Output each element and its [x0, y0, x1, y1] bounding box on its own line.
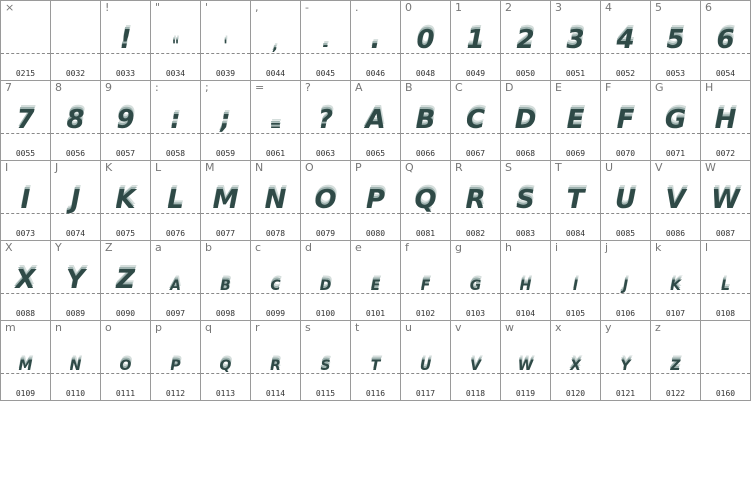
- glyph-sample: M: [18, 358, 33, 374]
- glyph-label: H: [705, 81, 714, 94]
- glyph-code: 0099: [265, 309, 286, 318]
- glyph-label: J: [55, 161, 59, 174]
- glyph-label: ;: [205, 81, 209, 94]
- glyph-sample: V: [470, 358, 481, 374]
- glyph-cell[interactable]: [650, 240, 701, 321]
- glyph-label: G: [655, 81, 664, 94]
- glyph-sample: P: [365, 185, 386, 215]
- glyph-code: 0106: [615, 309, 636, 318]
- glyph-cell[interactable]: [0, 160, 51, 241]
- glyph-cell[interactable]: [50, 320, 101, 401]
- glyph-sample: 0: [416, 25, 435, 55]
- glyph-label: A: [355, 81, 363, 94]
- glyph-cell[interactable]: [150, 320, 201, 401]
- glyph-cell[interactable]: [600, 240, 651, 321]
- glyph-cell[interactable]: [550, 160, 601, 241]
- glyph-cell[interactable]: [500, 160, 551, 241]
- glyph-code: 0052: [615, 69, 636, 78]
- glyph-label: u: [405, 321, 412, 334]
- glyph-label: s: [305, 321, 311, 334]
- glyph-code: 0084: [565, 229, 586, 238]
- glyph-label: S: [505, 161, 512, 174]
- glyph-code: 0103: [465, 309, 486, 318]
- glyph-label: !: [105, 1, 110, 14]
- glyph-sample: 6: [716, 25, 735, 55]
- glyph-label: r: [255, 321, 260, 334]
- glyph-cell[interactable]: [350, 80, 401, 161]
- glyph-cell[interactable]: [200, 0, 251, 81]
- glyph-code: 0102: [415, 309, 436, 318]
- glyph-label: y: [605, 321, 612, 334]
- glyph-code: 0061: [265, 149, 286, 158]
- glyph-sample: E: [370, 278, 381, 294]
- glyph-label: C: [455, 81, 463, 94]
- glyph-cell[interactable]: [200, 320, 251, 401]
- glyph-code: 0068: [515, 149, 536, 158]
- glyph-cell[interactable]: [700, 80, 751, 161]
- glyph-sample: A: [170, 278, 181, 294]
- glyph-cell[interactable]: [550, 240, 601, 321]
- baseline-guide: [1, 53, 50, 54]
- glyph-sample: K: [670, 278, 681, 294]
- glyph-sample: W: [711, 185, 740, 215]
- glyph-sample: Q: [414, 185, 437, 215]
- glyph-cell[interactable]: [350, 0, 401, 81]
- glyph-sample: Y: [620, 358, 631, 374]
- glyph-code: 0100: [315, 309, 336, 318]
- glyph-code: 0115: [315, 389, 336, 398]
- glyph-label: R: [455, 161, 463, 174]
- glyph-sample: 2: [516, 25, 535, 55]
- glyph-label: 6: [705, 1, 712, 14]
- glyph-cell[interactable]: [150, 0, 201, 81]
- glyph-sample: J: [70, 185, 81, 215]
- glyph-code: 0046: [365, 69, 386, 78]
- glyph-code: 0080: [365, 229, 386, 238]
- glyph-code: 0121: [615, 389, 636, 398]
- glyph-cell[interactable]: [700, 160, 751, 241]
- glyph-code: 0069: [565, 149, 586, 158]
- glyph-cell[interactable]: [450, 320, 501, 401]
- glyph-cell[interactable]: [500, 80, 551, 161]
- glyph-sample: U: [614, 185, 637, 215]
- glyph-sample: Y: [66, 265, 85, 295]
- glyph-label: k: [655, 241, 662, 254]
- glyph-sample: 9: [116, 105, 135, 135]
- glyph-cell[interactable]: [350, 320, 401, 401]
- glyph-code: 0032: [65, 69, 86, 78]
- glyph-label: h: [505, 241, 512, 254]
- glyph-sample: N: [264, 185, 287, 215]
- glyph-label: j: [605, 241, 609, 254]
- glyph-code: 0059: [215, 149, 236, 158]
- glyph-label: V: [655, 161, 663, 174]
- glyph-code: 0049: [465, 69, 486, 78]
- glyph-label: Y: [55, 241, 62, 254]
- glyph-cell[interactable]: [450, 0, 501, 81]
- glyph-cell[interactable]: [0, 0, 51, 81]
- glyph-sample: D: [514, 105, 537, 135]
- glyph-code: 0086: [665, 229, 686, 238]
- glyph-cell[interactable]: [600, 0, 651, 81]
- glyph-cell[interactable]: [300, 160, 351, 241]
- glyph-code: 0076: [165, 229, 186, 238]
- glyph-label: c: [255, 241, 262, 254]
- glyph-label: 3: [555, 1, 562, 14]
- glyph-code: 0215: [15, 69, 36, 78]
- glyph-code: 0050: [515, 69, 536, 78]
- glyph-code: 0034: [165, 69, 186, 78]
- glyph-cell[interactable]: [200, 160, 251, 241]
- glyph-sample: ,: [272, 38, 279, 54]
- glyph-sample: X: [570, 358, 581, 374]
- glyph-label: o: [105, 321, 112, 334]
- glyph-cell[interactable]: [200, 240, 251, 321]
- glyph-sample: X: [15, 265, 36, 295]
- glyph-label: ?: [305, 81, 311, 94]
- glyph-label: ': [205, 1, 209, 14]
- glyph-code: 0033: [115, 69, 136, 78]
- glyph-code: 0051: [565, 69, 586, 78]
- glyph-code: 0118: [465, 389, 486, 398]
- glyph-code: 0090: [115, 309, 136, 318]
- glyph-sample: I: [572, 278, 579, 294]
- glyph-code: 0082: [465, 229, 486, 238]
- glyph-code: 0074: [65, 229, 86, 238]
- glyph-sample: R: [465, 185, 486, 215]
- glyph-code: 0048: [415, 69, 436, 78]
- glyph-sample: =: [269, 118, 282, 134]
- glyph-cell[interactable]: [400, 240, 451, 321]
- glyph-code: 0107: [665, 309, 686, 318]
- glyph-code: 0058: [165, 149, 186, 158]
- glyph-sample: U: [419, 358, 432, 374]
- glyph-code: 0079: [315, 229, 336, 238]
- glyph-sample: M: [212, 185, 239, 215]
- glyph-cell[interactable]: [500, 320, 551, 401]
- glyph-label: 5: [655, 1, 662, 14]
- glyph-code: 0104: [515, 309, 536, 318]
- glyph-sample: O: [314, 185, 337, 215]
- glyph-code: 0065: [365, 149, 386, 158]
- glyph-cell[interactable]: [650, 80, 701, 161]
- glyph-cell[interactable]: [250, 320, 301, 401]
- glyph-label: K: [105, 161, 113, 174]
- glyph-label: f: [405, 241, 409, 254]
- glyph-cell[interactable]: [50, 160, 101, 241]
- glyph-code: 0110: [65, 389, 86, 398]
- glyph-sample: S: [516, 185, 535, 215]
- glyph-label: I: [5, 161, 9, 174]
- glyph-sample: L: [721, 278, 730, 294]
- glyph-label: Q: [405, 161, 414, 174]
- glyph-sample: I: [20, 185, 31, 215]
- glyph-sample: W: [517, 358, 534, 374]
- glyph-label: p: [155, 321, 162, 334]
- glyph-cell[interactable]: [450, 160, 501, 241]
- glyph-cell[interactable]: [550, 320, 601, 401]
- glyph-cell[interactable]: [400, 0, 451, 81]
- glyph-cell[interactable]: [500, 240, 551, 321]
- glyph-code: 0039: [215, 69, 236, 78]
- glyph-label: :: [155, 81, 159, 94]
- glyph-label: ×: [5, 1, 15, 14]
- glyph-label: w: [505, 321, 514, 334]
- glyph-code: 0089: [65, 309, 86, 318]
- glyph-code: 0113: [215, 389, 236, 398]
- glyph-code: 0077: [215, 229, 236, 238]
- glyph-cell[interactable]: [150, 80, 201, 161]
- glyph-cell[interactable]: [0, 320, 51, 401]
- glyph-label: n: [55, 321, 62, 334]
- glyph-sample: Q: [219, 358, 232, 374]
- glyph-cell[interactable]: [150, 160, 201, 241]
- glyph-code: 0117: [415, 389, 436, 398]
- glyph-code: 0098: [215, 309, 236, 318]
- glyph-code: 0112: [165, 389, 186, 398]
- glyph-cell[interactable]: [700, 320, 751, 401]
- glyph-label: D: [505, 81, 514, 94]
- glyph-sample: H: [519, 278, 532, 294]
- glyph-label: i: [555, 241, 559, 254]
- glyph-sample: R: [270, 358, 281, 374]
- glyph-sample: P: [170, 358, 181, 374]
- glyph-label: b: [205, 241, 212, 254]
- glyph-code: 0067: [465, 149, 486, 158]
- glyph-sample: 8: [66, 105, 85, 135]
- glyph-sample: G: [664, 105, 687, 135]
- glyph-sample: E: [566, 105, 585, 135]
- glyph-code: 0114: [265, 389, 286, 398]
- glyph-sample: T: [566, 185, 585, 215]
- glyph-label: W: [705, 161, 716, 174]
- glyph-label: -: [305, 1, 309, 14]
- glyph-label: N: [255, 161, 264, 174]
- glyph-sample: 4: [616, 25, 635, 55]
- glyph-code: 0055: [15, 149, 36, 158]
- glyph-cell[interactable]: [250, 0, 301, 81]
- glyph-sample: Z: [670, 358, 681, 374]
- glyph-code: 0119: [515, 389, 536, 398]
- glyph-cell[interactable]: [650, 0, 701, 81]
- glyph-label: B: [405, 81, 413, 94]
- glyph-code: 0083: [515, 229, 536, 238]
- glyph-sample: Z: [116, 265, 135, 295]
- glyph-label: U: [605, 161, 614, 174]
- glyph-cell[interactable]: [50, 80, 101, 161]
- glyph-code: 0056: [65, 149, 86, 158]
- glyph-sample: A: [365, 105, 386, 135]
- glyph-label: 8: [55, 81, 62, 94]
- glyph-label: z: [655, 321, 661, 334]
- glyph-label: ": [155, 1, 161, 14]
- glyph-cell[interactable]: [100, 160, 151, 241]
- glyph-code: 0116: [365, 389, 386, 398]
- glyph-code: 0044: [265, 69, 286, 78]
- glyph-label: X: [5, 241, 13, 254]
- glyph-cell[interactable]: [200, 80, 251, 161]
- glyph-cell[interactable]: [50, 240, 101, 321]
- glyph-sample: 1: [466, 25, 485, 55]
- glyph-label: t: [355, 321, 360, 334]
- glyph-code: 0085: [615, 229, 636, 238]
- glyph-cell[interactable]: [500, 0, 551, 81]
- glyph-label: Z: [105, 241, 113, 254]
- glyph-cell[interactable]: [300, 0, 351, 81]
- glyph-sample: ": [171, 38, 180, 54]
- glyph-code: 0066: [415, 149, 436, 158]
- glyph-label: 7: [5, 81, 12, 94]
- glyph-label: =: [255, 81, 265, 94]
- glyph-cell[interactable]: [700, 240, 751, 321]
- glyph-code: 0108: [715, 309, 736, 318]
- glyph-code: 0101: [365, 309, 386, 318]
- glyph-label: m: [5, 321, 16, 334]
- glyph-sample: 3: [566, 25, 585, 55]
- glyph-code: 0078: [265, 229, 286, 238]
- glyph-code: 0057: [115, 149, 136, 158]
- glyph-code: 0072: [715, 149, 736, 158]
- glyph-code: 0122: [665, 389, 686, 398]
- glyph-cell[interactable]: [650, 160, 701, 241]
- glyph-sample: .: [370, 25, 381, 55]
- glyph-code: 0053: [665, 69, 686, 78]
- glyph-label: 0: [405, 1, 412, 14]
- glyph-sample: O: [119, 358, 132, 374]
- glyph-label: a: [155, 241, 162, 254]
- glyph-cell[interactable]: [550, 0, 601, 81]
- baseline-guide: [51, 53, 100, 54]
- glyph-label: e: [355, 241, 362, 254]
- glyph-label: v: [455, 321, 462, 334]
- glyph-label: 4: [605, 1, 612, 14]
- glyph-cell[interactable]: [450, 80, 501, 161]
- glyph-sample: B: [415, 105, 436, 135]
- glyph-sample: H: [714, 105, 737, 135]
- glyph-label: L: [155, 161, 162, 174]
- glyph-label: O: [305, 161, 314, 174]
- glyph-cell[interactable]: [400, 320, 451, 401]
- glyph-code: 0087: [715, 229, 736, 238]
- glyph-sample: D: [319, 278, 332, 294]
- glyph-code: 0097: [165, 309, 186, 318]
- glyph-cell[interactable]: [150, 240, 201, 321]
- glyph-cell[interactable]: [100, 80, 151, 161]
- glyph-label: P: [355, 161, 362, 174]
- glyph-sample: ?: [317, 105, 334, 135]
- glyph-label: ,: [255, 1, 259, 14]
- glyph-label: T: [555, 161, 562, 174]
- glyph-cell[interactable]: [350, 240, 401, 321]
- glyph-code: 0071: [665, 149, 686, 158]
- glyph-sample: 5: [666, 25, 685, 55]
- glyph-sample: B: [220, 278, 231, 294]
- glyph-code: 0075: [115, 229, 136, 238]
- glyph-cell[interactable]: [50, 0, 101, 81]
- glyph-sample: -: [322, 38, 329, 54]
- glyph-label: g: [455, 241, 462, 254]
- glyph-sample: C: [465, 105, 486, 135]
- glyph-label: d: [305, 241, 312, 254]
- glyph-label: q: [205, 321, 212, 334]
- glyph-code: 0073: [15, 229, 36, 238]
- glyph-cell[interactable]: [550, 80, 601, 161]
- glyph-cell[interactable]: [600, 320, 651, 401]
- glyph-cell[interactable]: [250, 80, 301, 161]
- glyph-cell[interactable]: [100, 240, 151, 321]
- glyph-cell[interactable]: [450, 240, 501, 321]
- glyph-sample: S: [320, 358, 331, 374]
- glyph-label: M: [205, 161, 215, 174]
- glyph-sample: 7: [16, 105, 35, 135]
- glyph-cell[interactable]: [600, 160, 651, 241]
- glyph-code: 0054: [715, 69, 736, 78]
- glyph-cell[interactable]: [350, 160, 401, 241]
- glyph-code: 0081: [415, 229, 436, 238]
- glyph-cell[interactable]: [300, 80, 351, 161]
- glyph-sample: J: [622, 278, 629, 294]
- glyph-label: .: [355, 1, 359, 14]
- glyph-cell[interactable]: [600, 80, 651, 161]
- glyph-code: 0045: [315, 69, 336, 78]
- glyph-code: 0160: [715, 389, 736, 398]
- glyph-sample: K: [115, 185, 136, 215]
- glyph-label: 2: [505, 1, 512, 14]
- glyph-label: x: [555, 321, 562, 334]
- glyph-label: l: [705, 241, 709, 254]
- glyph-label: F: [605, 81, 612, 94]
- glyph-code: 0063: [315, 149, 336, 158]
- glyph-label: 1: [455, 1, 462, 14]
- glyph-sample: !: [119, 25, 132, 55]
- glyph-sample: C: [270, 278, 281, 294]
- glyph-cell[interactable]: [400, 160, 451, 241]
- glyph-sample: L: [167, 185, 184, 215]
- glyph-sample: G: [469, 278, 482, 294]
- glyph-sample: F: [420, 278, 431, 294]
- glyph-code: 0070: [615, 149, 636, 158]
- glyph-label: 9: [105, 81, 112, 94]
- glyph-sample: ;: [220, 105, 231, 135]
- glyph-code: 0105: [565, 309, 586, 318]
- glyph-cell[interactable]: [0, 80, 51, 161]
- glyph-cell[interactable]: [300, 240, 351, 321]
- glyph-cell[interactable]: [300, 320, 351, 401]
- glyph-sample: F: [616, 105, 635, 135]
- glyph-sample: ': [223, 38, 228, 54]
- glyph-cell[interactable]: [0, 240, 51, 321]
- glyph-cell[interactable]: [100, 0, 151, 81]
- glyph-cell[interactable]: [250, 240, 301, 321]
- glyph-code: 0109: [15, 389, 36, 398]
- glyph-cell[interactable]: [700, 0, 751, 81]
- glyph-cell[interactable]: [100, 320, 151, 401]
- glyph-cell[interactable]: [250, 160, 301, 241]
- baseline-guide: [701, 373, 750, 374]
- glyph-code: 0111: [115, 389, 136, 398]
- glyph-code: 0120: [565, 389, 586, 398]
- glyph-cell[interactable]: [400, 80, 451, 161]
- glyph-sample: V: [665, 185, 686, 215]
- glyph-sample: :: [170, 105, 181, 135]
- glyph-code: 0088: [15, 309, 36, 318]
- glyph-cell[interactable]: [650, 320, 701, 401]
- glyph-sample: T: [370, 358, 381, 374]
- glyph-label: E: [555, 81, 562, 94]
- glyph-sample: N: [69, 358, 82, 374]
